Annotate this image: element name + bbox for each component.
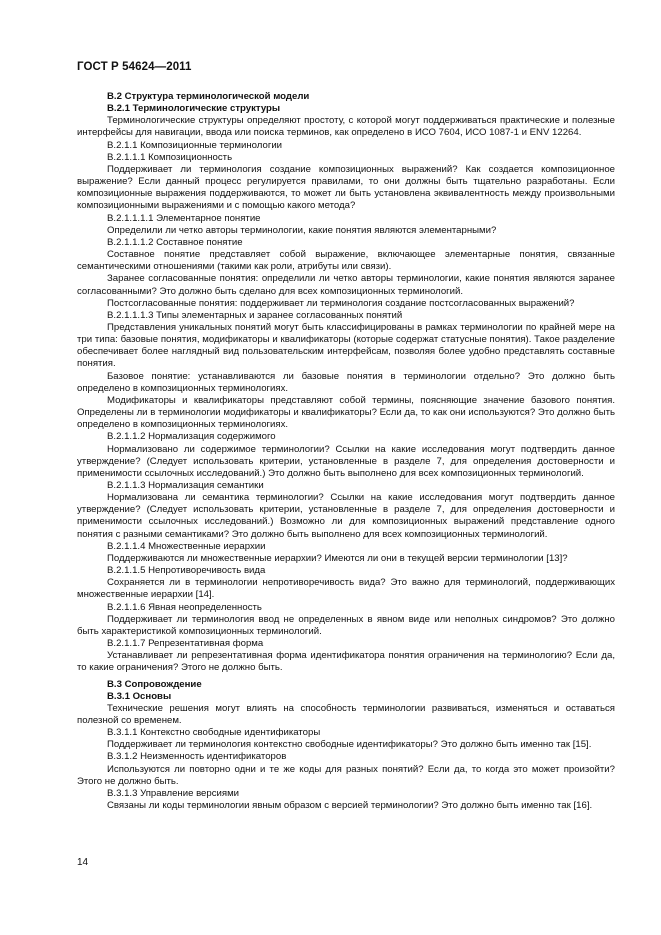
subsection-heading: В.2.1.1.6 Явная неопределенность	[107, 601, 262, 613]
paragraph: Представления уникальных понятий могут быть классифицированы в рамках терминологии по крайней мере на три типа: базовые понятия, модификаторы и квалификаторы (которые содержат статусные понятия). Такое разделение обеспечивает более наглядный вид пользовательским интерфейсам, позволяя более удобно представлять составные понятия.	[77, 321, 615, 370]
paragraph: Определили ли четко авторы терминологии, какие понятия являются элементарными?	[107, 224, 497, 236]
subsection-heading: В.2.1.1 Композиционные терминологии	[107, 139, 283, 151]
section-heading: В.3.1 Основы	[107, 690, 172, 702]
subsection-heading: В.2.1.1.5 Непротиворечивость вида	[107, 565, 266, 577]
paragraph: Постсогласованные понятия: поддерживает ли терминология создание постсогласованных выражений?	[107, 297, 575, 309]
paragraph: Используются ли повторно одни и те же коды для разных понятий? Если да, то когда это может произойти? Этого не должно быть.	[77, 763, 615, 787]
section-heading: В.2 Структура терминологической модели	[107, 91, 310, 102]
paragraph: Поддерживает ли терминология контекстно свободные идентификаторы? Это должно быть именно так [15].	[107, 739, 592, 751]
subsection-heading: В.2.1.1.1 Композиционность	[107, 151, 233, 163]
page-number: 14	[77, 857, 89, 868]
paragraph: Сохраняется ли в терминологии непротиворечивость вида? Это важно для терминологий, поддерживающих множественные иерархии [14].	[77, 577, 615, 601]
paragraph: Базовое понятие: устанавливаются ли базовые понятия в терминологии отдельно? Это должно быть определено в композиционных терминологиях.	[77, 370, 615, 394]
paragraph: Терминологические структуры определяют простоту, с которой могут поддерживаться практические и полезные интерфейсы для навигации, ввода или поиска терминов, как определено в ИСО 7604, ИСО 1087-1 и ENV 12264.	[77, 115, 615, 139]
paragraph: Поддерживает ли терминология ввод не определенных в явном виде или неполных синдромов? Это должно быть характеристикой композиционных терминологий.	[77, 613, 615, 637]
subsection-heading: В.2.1.1.7 Репрезентативная форма	[107, 638, 264, 650]
subsection-heading: В.2.1.1.2 Нормализация содержимого	[107, 431, 276, 443]
document-body	[77, 91, 615, 812]
section-heading: В.3 Сопровождение	[107, 678, 202, 690]
paragraph: Технические решения могут влиять на способность терминологии развиваться, изменяться и оставаться полезной со временем.	[77, 702, 615, 726]
paragraph: Устанавливает ли репрезентативная форма идентификатора понятия ограничения на терминологию? Если да, то какие ограничения? Этого не должно быть.	[77, 650, 615, 674]
section-heading: В.2.1 Терминологические структуры	[107, 103, 281, 115]
subsection-heading: В.2.1.1.1.2 Составное понятие	[107, 236, 243, 248]
paragraph: Составное понятие представляет собой выражение, включающее элементарные понятия, связанные семантическими отношениями (такими как роли, атрибуты или связи).	[77, 249, 615, 273]
paragraph: Поддерживает ли терминология создание композиционных выражений? Как создается композиционное выражение? Если данный процесс регулируется правилами, то они должны быть тщательно разработаны. Если композиционные выражения поддерживаются, то может ли быть установлена эквивалентность между произвольными композиционными выражениями и с помощью какого метода?	[77, 163, 615, 212]
paragraph: Нормализовано ли содержимое терминологии? Ссылки на какие исследования могут подтвердить данное утверждение? (Следует использовать критерии, установленные в разделе 7, для определения достоверности и применимости ссылочных исследований.) Это должно быть выполнено для всех композиционных терминологий.	[77, 443, 615, 479]
subsection-heading: В.2.1.1.1.1 Элементарное понятие	[107, 212, 261, 224]
paragraph: Заранее согласованные понятия: определили ли четко авторы терминологии, какие понятия являются заранее согласованными? Это должно быть сделано для всех композиционных терминологий.	[77, 273, 615, 297]
paragraph: Модификаторы и квалификаторы представляют собой термины, поясняющие значение базового понятия. Определены ли в терминологии модификаторы и квалификаторы? Если да, то как они используются? Это должно быть определено в композиционных терминологиях.	[77, 394, 615, 431]
subsection-heading: В.3.1.3 Управление версиями	[107, 787, 240, 799]
subsection-heading: В.3.1.1 Контекстно свободные идентификаторы	[107, 727, 321, 739]
subsection-heading: В.2.1.1.1.3 Типы элементарных и заранее согласованных понятий	[107, 309, 403, 321]
subsection-heading: В.2.1.1.4 Множественные иерархии	[107, 540, 266, 552]
paragraph: Связаны ли коды терминологии явным образом с версией терминологии? Это должно быть именно так [16].	[107, 800, 593, 812]
document-header: ГОСТ Р 54624—2011	[77, 61, 192, 73]
subsection-heading: В.3.1.2 Неизменность идентификаторов	[107, 751, 287, 763]
paragraph: Поддерживаются ли множественные иерархии? Имеются ли они в текущей версии терминологии [13]?	[107, 552, 568, 564]
paragraph: Нормализована ли семантика терминологии? Ссылки на какие исследования могут подтвердить данное утверждение? (Следует использовать критерии, установленные в разделе 7, для определения достоверности и применимости ссылочных исследований.) Возможно ли для композиционных выражений представление одного понятия с разными семантиками? Это должно быть выполнено для всех композиционных терминологий.	[77, 492, 615, 540]
subsection-heading: В.2.1.1.3 Нормализация семантики	[107, 480, 264, 491]
